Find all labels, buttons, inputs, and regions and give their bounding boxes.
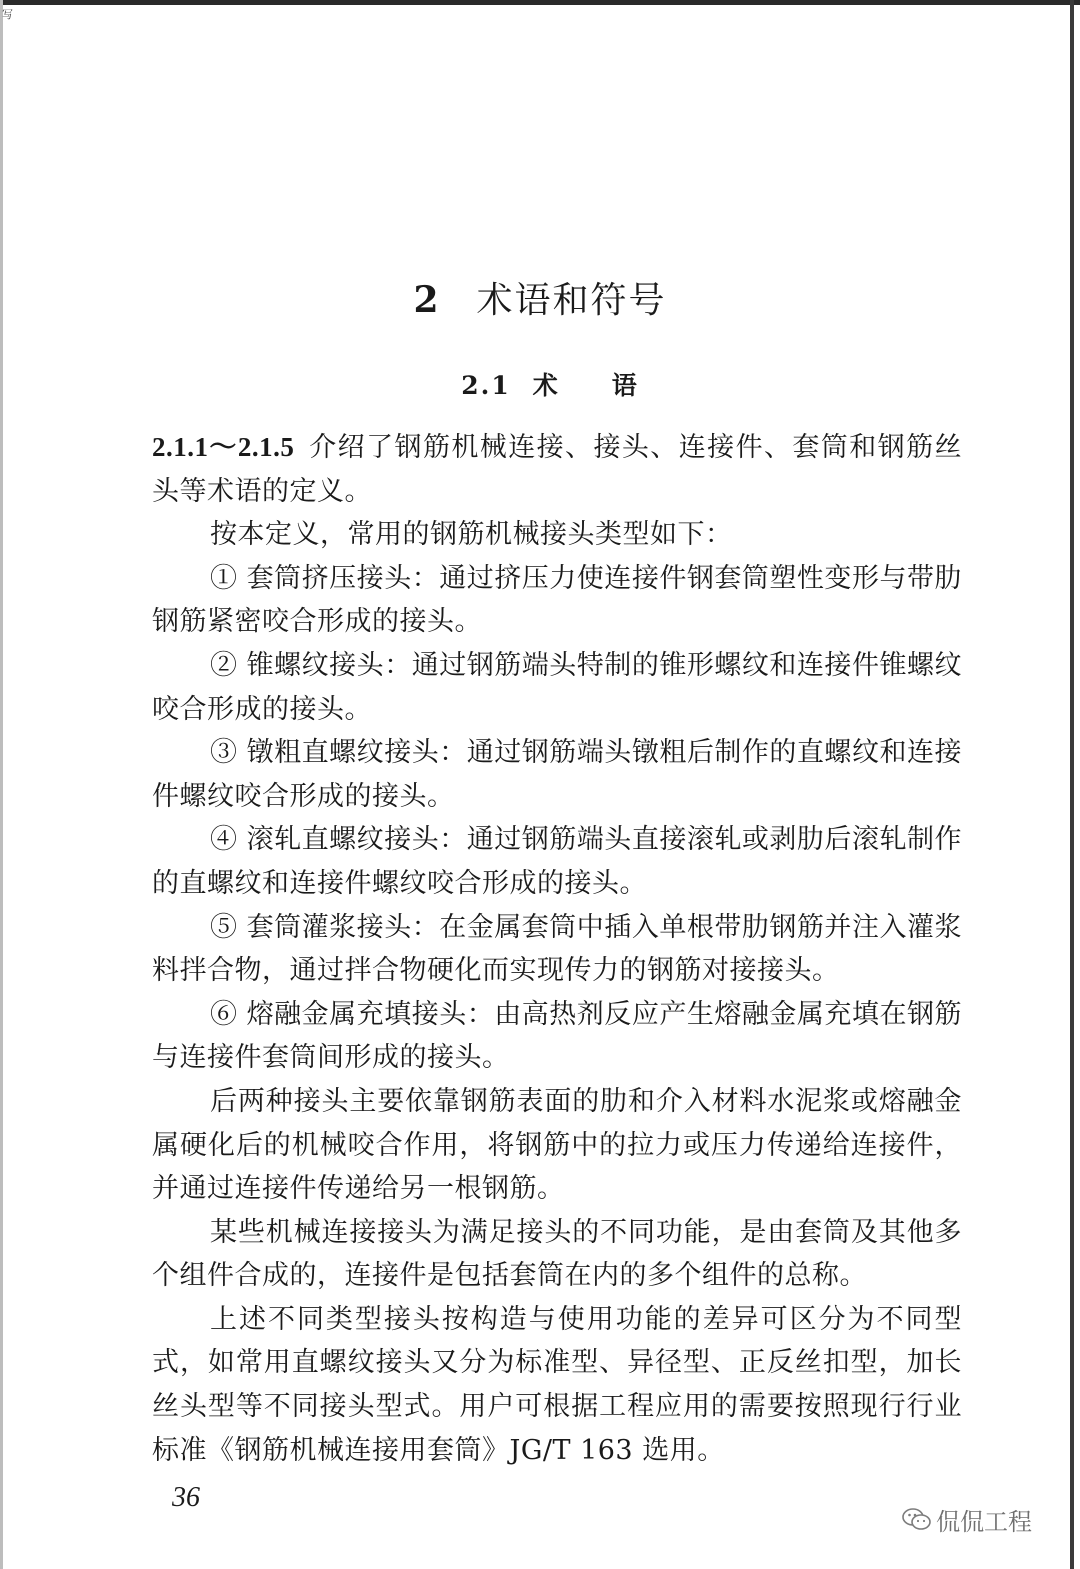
section-title-char-2: 语	[611, 371, 639, 400]
page-number: 36	[172, 1482, 200, 1513]
watermark	[902, 1502, 1032, 1537]
clause-ref: 2.1.1～2.1.5	[152, 432, 295, 462]
watermark-text: 侃侃工程	[936, 1508, 1032, 1536]
wechat-icon	[902, 1507, 932, 1533]
section-title	[0, 366, 1080, 402]
section-title-char-1: 术	[532, 371, 560, 400]
scan-edge-top	[0, 0, 1080, 5]
paragraph-type-2: ② 锥螺纹接头：通过钢筋端头特制的锥形螺纹和连接件锥螺纹咬合形成的接头。	[152, 649, 962, 725]
paragraph-type-6: ⑥ 熔融金属充填接头：由高热剂反应产生熔融金属充填在钢筋与连接件套筒间形成的接头。	[152, 998, 962, 1074]
clause-paragraph	[152, 426, 962, 513]
paragraph-components: 某些机械连接接头为满足接头的不同功能，是由套筒及其他多个组件合成的，连接件是包括套筒在内的多个组件的总称。	[152, 1216, 962, 1292]
body-text	[152, 426, 962, 1472]
paragraph-type-1: ① 套筒挤压接头：通过挤压力使连接件钢套筒塑性变形与带肋钢筋紧密咬合形成的接头。	[152, 562, 962, 638]
paragraph-intro: 按本定义，常用的钢筋机械接头类型如下：	[210, 519, 733, 551]
corner-mark: 写	[2, 8, 13, 21]
paragraph-type-5: ⑤ 套筒灌浆接头：在金属套筒中插入单根带肋钢筋并注入灌浆料拌合物，通过拌合物硬化而实现传力的钢筋对接接头。	[152, 911, 962, 987]
section-number: 2.1	[461, 371, 511, 400]
chapter-title-text: 术语和符号	[476, 280, 667, 321]
chapter-title	[0, 272, 1080, 323]
paragraph-mechanism: 后两种接头主要依靠钢筋表面的肋和介入材料水泥浆或熔融金属硬化后的机械咬合作用，将钢筋中的拉力或压力传递给连接件，并通过连接件传递给另一根钢筋。	[152, 1085, 962, 1205]
scan-edge-right	[1070, 0, 1074, 1569]
chapter-number: 2	[413, 279, 441, 321]
paragraph-type-4: ④ 滚轧直螺纹接头：通过钢筋端头直接滚轧或剥肋后滚轧制作的直螺纹和连接件螺纹咬合形成的接头。	[152, 824, 962, 899]
scan-edge-left	[0, 0, 3, 1569]
paragraph-type-3: ③ 镦粗直螺纹接头：通过钢筋端头镦粗后制作的直螺纹和连接件螺纹咬合形成的接头。	[152, 737, 962, 812]
paragraph-forms: 上述不同类型接头按构造与使用功能的差异可区分为不同型式，如常用直螺纹接头又分为标准型、异径型、正反丝扣型，加长丝头型等不同接头型式。用户可根据工程应用的需要按照现行行业标准《钢筋机械连接用套筒》JG/T 163 选用。	[152, 1303, 962, 1466]
clause-text: 介绍了钢筋机械连接、接头、连接件、套筒和钢筋丝头等术语的定义。	[152, 432, 963, 507]
